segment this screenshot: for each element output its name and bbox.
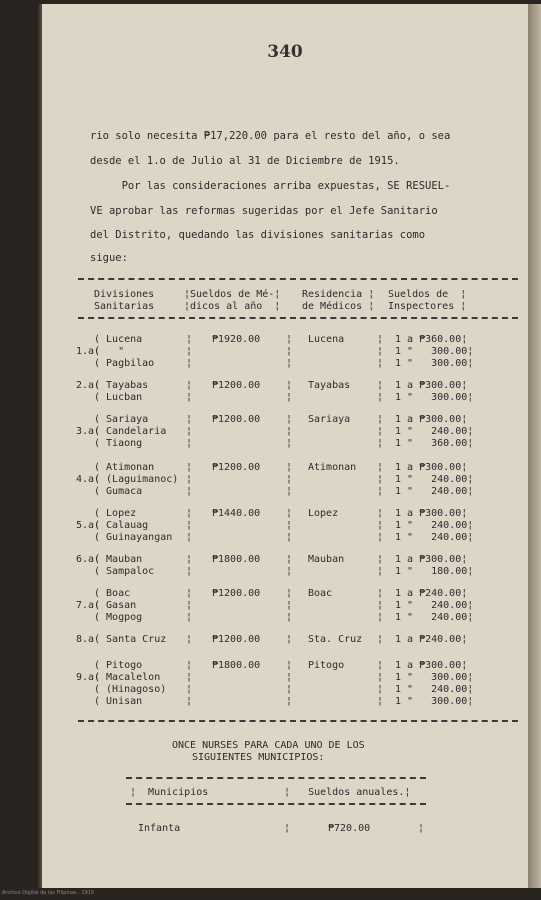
division-town: ( (Hinagoso) [94, 684, 167, 695]
medical-salary: ₱1440.00 [212, 508, 261, 519]
medical-residence: Mauban [308, 554, 345, 565]
medical-residence: Atimonan [308, 462, 357, 473]
column-separator: ¦ [186, 588, 193, 599]
header-divisiones: Sanitarias [94, 301, 155, 312]
inspector-salary: 1 a ₱300.00¦ [395, 380, 468, 391]
column-separator: ¦ [286, 474, 293, 485]
inspector-salary: 1 a ₱300.00¦ [395, 554, 468, 565]
column-separator: ¦ [186, 532, 193, 543]
nurse-rule-top [126, 777, 426, 779]
column-separator: ¦ [377, 392, 384, 403]
column-separator: ¦ [186, 380, 193, 391]
division-town: ( Calauag [94, 520, 149, 531]
column-separator: ¦ [377, 520, 384, 531]
division-town: ( Pagbilao [94, 358, 155, 369]
column-separator: ¦ [286, 588, 293, 599]
column-separator: ¦ [286, 696, 293, 707]
division-town: ( Tayabas [94, 380, 149, 391]
medical-residence: Sariaya [308, 414, 351, 425]
table-rule-header [78, 317, 518, 319]
table-rule-top [78, 278, 518, 280]
column-separator: ¦ [377, 532, 384, 543]
column-separator: ¦ [286, 426, 293, 437]
division-town: ( Guinayangan [94, 532, 173, 543]
column-separator: ¦ [377, 660, 384, 671]
column-separator: ¦ [286, 660, 293, 671]
column-separator: ¦ [186, 334, 193, 345]
header-sueldos-inspectores: Sueldos de ¦ [388, 289, 467, 300]
document-page [42, 4, 528, 888]
medical-salary: ₱1200.00 [212, 380, 261, 391]
column-separator: ¦ [377, 600, 384, 611]
header-sueldos-medicos: ¦dicos al año ¦ [184, 301, 281, 312]
inspector-salary: 1 " 240.00¦ [395, 426, 474, 437]
column-separator: ¦ [186, 346, 193, 357]
column-separator: ¦ [286, 462, 293, 473]
column-separator: ¦ [186, 600, 193, 611]
column-separator: ¦ [286, 684, 293, 695]
paragraph-line: VE aprobar las reformas sugeridas por el Jefe Sanitario [90, 205, 438, 217]
division-number: 3.a( [76, 426, 101, 437]
inspector-salary: 1 a ₱300.00¦ [395, 462, 468, 473]
paragraph-line: desde el 1.o de Julio al 31 de Diciembre de 1915. [90, 155, 400, 167]
column-separator: ¦ [377, 414, 384, 425]
division-town: ( Mogpog [94, 612, 143, 623]
division-town: ( " [94, 346, 125, 357]
column-separator: ¦ [286, 566, 293, 577]
division-town: Santa Cruz [94, 634, 167, 645]
inspector-salary: 1 a ₱300.00¦ [395, 660, 468, 671]
column-separator: ¦ [286, 520, 293, 531]
column-separator: ¦ [286, 392, 293, 403]
nurse-salary: ₱720.00 [328, 823, 371, 834]
medical-salary: ₱1800.00 [212, 554, 261, 565]
paragraph-line: sigue: [90, 252, 128, 264]
division-number: 8.a( [76, 634, 101, 645]
column-separator: ¦ [286, 380, 293, 391]
column-separator: ¦ [186, 438, 193, 449]
header-residencia: Residencia ¦ [302, 289, 375, 300]
inspector-salary: 1 " 300.00¦ [395, 346, 474, 357]
column-separator: ¦ [286, 438, 293, 449]
medical-residence: Boac [308, 588, 333, 599]
medical-residence: Pitogo [308, 660, 345, 671]
division-town: ( Unisan [94, 696, 143, 707]
medical-salary: ₱1200.00 [212, 462, 261, 473]
division-number: 7.a( [76, 600, 101, 611]
inspector-salary: 1 a ₱300.00¦ [395, 508, 468, 519]
nurse-municipio: Infanta [138, 823, 181, 834]
inspector-salary: 1 a ₱240.00¦ [395, 588, 468, 599]
inspector-salary: 1 " 240.00¦ [395, 486, 474, 497]
division-town: ( Lucena [94, 334, 143, 345]
column-separator: ¦ [377, 380, 384, 391]
division-number: 1.a( [76, 346, 101, 357]
column-separator: ¦ [186, 426, 193, 437]
inspector-salary: 1 " 240.00¦ [395, 474, 474, 485]
column-separator: ¦ [186, 612, 193, 623]
table-rule-bottom [78, 720, 518, 722]
column-separator: ¦ [377, 474, 384, 485]
medical-salary: ₱1920.00 [212, 334, 261, 345]
inspector-salary: 1 " 180.00¦ [395, 566, 474, 577]
division-town: ( Candelaria [94, 426, 167, 437]
column-separator: ¦ [186, 520, 193, 531]
page-edge [528, 4, 541, 888]
column-separator: ¦ [186, 554, 193, 565]
inspector-salary: 1 a ₱300.00¦ [395, 414, 468, 425]
section-title: SIGUIENTES MUNICIPIOS: [192, 752, 325, 763]
medical-residence: Lucena [308, 334, 345, 345]
paragraph-line: rio solo necesita ₱17,220.00 para el resto del año, o sea [90, 130, 451, 142]
column-separator: ¦ [186, 696, 193, 707]
column-separator: ¦ [377, 672, 384, 683]
column-separator: ¦ [186, 462, 193, 473]
column-separator: ¦ [286, 634, 293, 645]
division-town: ( Lopez [94, 508, 137, 519]
division-town: ( Atimonan [94, 462, 155, 473]
column-separator: ¦ [377, 696, 384, 707]
inspector-salary: 1 a ₱240.00¦ [395, 634, 468, 645]
section-title: ONCE NURSES PARA CADA UNO DE LOS [172, 740, 365, 751]
inspector-salary: 1 " 240.00¦ [395, 532, 474, 543]
division-town: ( Gumaca [94, 486, 143, 497]
column-separator: ¦ [377, 358, 384, 369]
division-number: 2.a( [76, 380, 101, 391]
column-separator: ¦ [377, 684, 384, 695]
column-separator: ¦ [377, 588, 384, 599]
division-town: ( Boac [94, 588, 131, 599]
column-separator: ¦ [377, 508, 384, 519]
column-separator: ¦ [377, 462, 384, 473]
medical-residence: Sta. Cruz [308, 634, 363, 645]
medical-salary: ₱1200.00 [212, 588, 261, 599]
division-number: 6.a( [76, 554, 101, 565]
division-number: 9.a( [76, 672, 101, 683]
inspector-salary: 1 " 240.00¦ [395, 612, 474, 623]
division-town: ( (Laguimanoc) [94, 474, 179, 485]
column-separator: ¦ [286, 346, 293, 357]
column-separator: ¦ [286, 486, 293, 497]
header-sueldos-medicos: ¦Sueldos de Mé-¦ [184, 289, 281, 300]
column-separator: ¦ [377, 634, 384, 645]
column-separator: ¦ [186, 474, 193, 485]
column-separator: ¦ [186, 684, 193, 695]
column-separator: ¦ [186, 486, 193, 497]
column-separator: ¦ [377, 554, 384, 565]
inspector-salary: 1 " 300.00¦ [395, 696, 474, 707]
column-separator: ¦ [286, 554, 293, 565]
page-number: 340 [267, 42, 303, 62]
column-separator: ¦ [186, 566, 193, 577]
division-town: ( Gasan [94, 600, 137, 611]
inspector-salary: 1 " 300.00¦ [395, 672, 474, 683]
division-number: 4.a( [76, 474, 101, 485]
column-separator: ¦ [186, 672, 193, 683]
division-town: ( Pitogo [94, 660, 143, 671]
column-separator: ¦ [286, 612, 293, 623]
medical-residence: Tayabas [308, 380, 351, 391]
nurse-rule-header [126, 803, 426, 805]
column-separator: ¦ [286, 532, 293, 543]
column-separator: ¦ [286, 508, 293, 519]
column-separator: ¦ [186, 508, 193, 519]
division-town: ( Sampaloc [94, 566, 155, 577]
column-separator: ¦ [286, 414, 293, 425]
medical-residence: Lopez [308, 508, 339, 519]
column-separator: ¦ [186, 358, 193, 369]
division-town: ( Sariaya [94, 414, 149, 425]
column-separator: ¦ [377, 426, 384, 437]
column-separator: ¦ [186, 392, 193, 403]
column-separator: ¦ [286, 672, 293, 683]
division-town: ( Mauban [94, 554, 143, 565]
inspector-salary: 1 a ₱360.00¦ [395, 334, 468, 345]
header-sueldos-inspectores: Inspectores ¦ [388, 301, 467, 312]
nurse-header-municipios: ¦ Municipios [130, 787, 209, 798]
column-separator: ¦ [377, 612, 384, 623]
paragraph-line: Por las consideraciones arriba expuestas, SE RESUEL- [90, 180, 451, 192]
header-divisiones: Divisiones [94, 289, 155, 300]
column-separator: ¦ [286, 600, 293, 611]
nurse-header-sueldos: ¦ Sueldos anuales.¦ [284, 787, 411, 798]
header-residencia: de Médicos ¦ [302, 301, 375, 312]
medical-salary: ₱1200.00 [212, 634, 261, 645]
column-separator: ¦ [377, 486, 384, 497]
division-town: ( Macalelon [94, 672, 161, 683]
scan-footer: Archivo Digital de las Filipinas · 1915 [2, 890, 95, 896]
column-separator: ¦ [377, 346, 384, 357]
column-separator: ¦ [186, 634, 193, 645]
column-separator: ¦ [186, 660, 193, 671]
column-separator: ¦ [186, 414, 193, 425]
inspector-salary: 1 " 360.00¦ [395, 438, 474, 449]
column-separator: ¦ [377, 334, 384, 345]
column-separator: ¦ [286, 358, 293, 369]
division-town: ( Lucban [94, 392, 143, 403]
inspector-salary: 1 " 300.00¦ [395, 358, 474, 369]
division-town: ( Tiaong [94, 438, 143, 449]
inspector-salary: 1 " 240.00¦ [395, 600, 474, 611]
column-separator: ¦ [284, 823, 291, 834]
inspector-salary: 1 " 240.00¦ [395, 684, 474, 695]
inspector-salary: 1 " 300.00¦ [395, 392, 474, 403]
column-separator: ¦ [377, 566, 384, 577]
column-separator: ¦ [418, 823, 425, 834]
inspector-salary: 1 " 240.00¦ [395, 520, 474, 531]
column-separator: ¦ [286, 334, 293, 345]
paragraph-line: del Distrito, quedando las divisiones sanitarias como [90, 229, 426, 241]
medical-salary: ₱1200.00 [212, 414, 261, 425]
medical-salary: ₱1800.00 [212, 660, 261, 671]
column-separator: ¦ [377, 438, 384, 449]
division-number: 5.a( [76, 520, 101, 531]
